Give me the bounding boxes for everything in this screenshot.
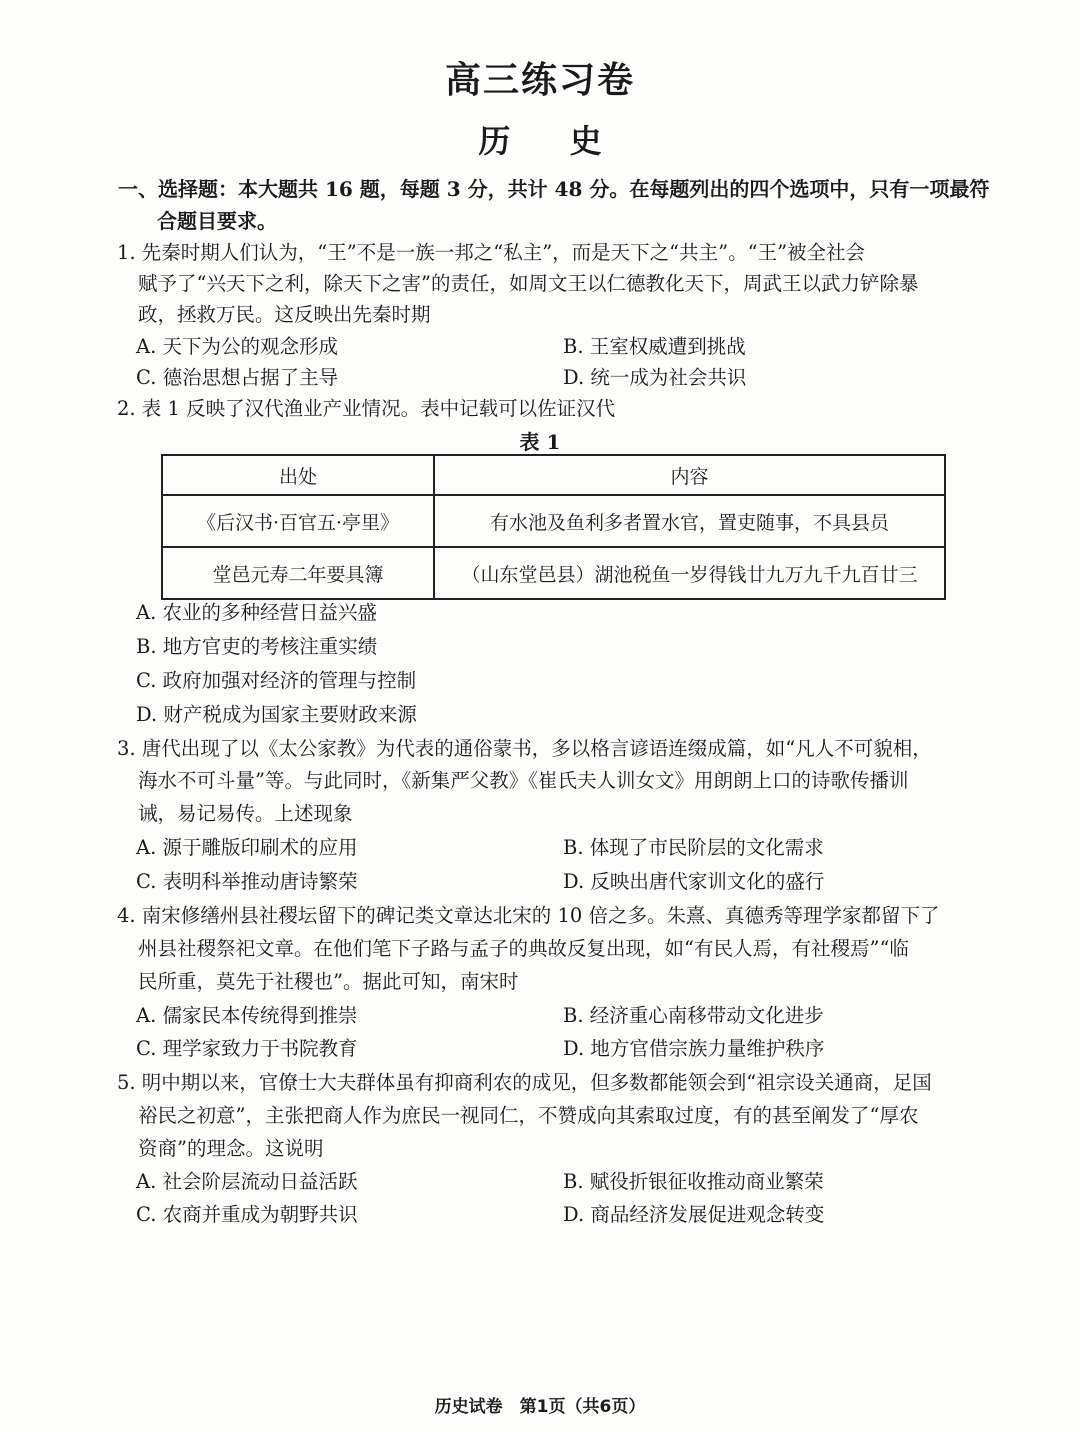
question-3-option-d: D. 反映出唐代家训文化的盛行	[563, 870, 825, 893]
question-5-line-3: 资商”的理念。这说明	[138, 1137, 324, 1160]
question-2-option-d: D. 财产税成为国家主要财政来源	[136, 703, 417, 726]
question-4-line-1: 4. 南宋修缮州县社稷坛留下的碑记类文章达北宋的 10 倍之多。朱熹、真德秀等理学家都留下了	[117, 904, 940, 927]
question-5-option-a: A. 社会阶层流动日益活跃	[136, 1170, 358, 1193]
question-2-option-a: A. 农业的多种经营日益兴盛	[136, 601, 377, 624]
question-4-option-c: C. 理学家致力于书院教育	[136, 1037, 358, 1060]
question-5-line-2: 裕民之初意”，主张把商人作为庶民一视同仁，不赞成向其索取过度，有的甚至阐发了“厚农	[138, 1104, 919, 1127]
question-4-option-d: D. 地方官借宗族力量维护秩序	[563, 1037, 825, 1060]
question-2-option-c: C. 政府加强对经济的管理与控制	[136, 669, 417, 692]
question-3-line-2: 海水不可斗量”等。与此同时，《新集严父教》《崔氏夫人训女文》用朗朗上口的诗歌传播训	[138, 769, 909, 792]
question-1-option-d: D. 统一成为社会共识	[563, 366, 747, 389]
question-5-option-b: B. 赋役折银征收推动商业繁荣	[563, 1170, 824, 1193]
question-1-line-2: 赋予了“兴天下之利，除天下之害”的责任，如周文王以仁德教化天下，周武王以武力铲除暴	[138, 272, 919, 295]
question-1-option-c: C. 德治思想占据了主导	[136, 366, 339, 389]
question-3-line-3: 诫，易记易传。上述现象	[138, 802, 353, 825]
table-caption: 表 1	[519, 430, 561, 454]
table-row	[162, 547, 945, 599]
table-header-row	[162, 455, 945, 495]
question-2-line-1: 2. 表 1 反映了汉代渔业产业情况。表中记载可以佐证汉代	[117, 397, 616, 420]
exam-title: 高三练习卷	[444, 59, 635, 101]
question-1-line-1: 1. 先秦时期人们认为，“王”不是一族一邦之“私主”，而是天下之“共主”。“王”被全社会	[117, 241, 866, 264]
table-cell-source: 《后汉书·百官五·亭里》	[162, 495, 434, 547]
question-2-option-b: B. 地方官吏的考核注重实绩	[136, 635, 378, 658]
question-5-option-d: D. 商品经济发展促进观念转变	[563, 1203, 825, 1226]
table-cell-content: 有水池及鱼利多者置水官，置吏随事，不具县员	[434, 495, 945, 547]
question-4-line-2: 州县社稷祭祀文章。在他们笔下子路与孟子的典故反复出现，如“有民人焉，有社稷焉”“临	[138, 937, 909, 960]
question-5-line-1: 5. 明中期以来，官僚士大夫群体虽有抑商利农的成见，但多数都能领会到“祖宗设关通商，足国	[117, 1071, 932, 1094]
question-3-option-b: B. 体现了市民阶层的文化需求	[563, 836, 824, 859]
table-cell-content: （山东堂邑县）湖池税鱼一岁得钱廿九万九千九百廿三	[434, 547, 945, 599]
section-instruction-line-1: 一、选择题：本大题共 16 题，每题 3 分，共计 48 分。在每题列出的四个选项中，只有一项最符	[118, 177, 990, 201]
question-4-option-a: A. 儒家民本传统得到推崇	[136, 1004, 358, 1027]
question-3-option-c: C. 表明科举推动唐诗繁荣	[136, 870, 358, 893]
table-header-content: 内容	[434, 455, 945, 495]
question-1-option-b: B. 王室权威遭到挑战	[563, 335, 746, 358]
table-cell-source: 堂邑元寿二年要具簿	[162, 547, 434, 599]
page-footer: 历史试卷 第1页（共6页）	[434, 1397, 646, 1417]
table-header-source: 出处	[162, 455, 434, 495]
table-row	[162, 495, 945, 547]
data-table	[161, 454, 946, 600]
question-1-option-a: A. 天下为公的观念形成	[136, 335, 338, 358]
subject-title: 历 史	[478, 122, 626, 160]
question-3-line-1: 3. 唐代出现了以《太公家教》为代表的通俗蒙书，多以格言谚语连缀成篇，如“凡人不可貌相，	[117, 737, 932, 760]
question-4-line-3: 民所重，莫先于社稷也”。据此可知，南宋时	[138, 970, 519, 993]
question-4-option-b: B. 经济重心南移带动文化进步	[563, 1004, 824, 1027]
question-5-option-c: C. 农商并重成为朝野共识	[136, 1203, 358, 1226]
question-1-line-3: 政，拯救万民。这反映出先秦时期	[138, 303, 431, 326]
question-3-option-a: A. 源于雕版印刷术的应用	[136, 836, 358, 859]
section-instruction-line-2: 合题目要求。	[157, 209, 277, 233]
